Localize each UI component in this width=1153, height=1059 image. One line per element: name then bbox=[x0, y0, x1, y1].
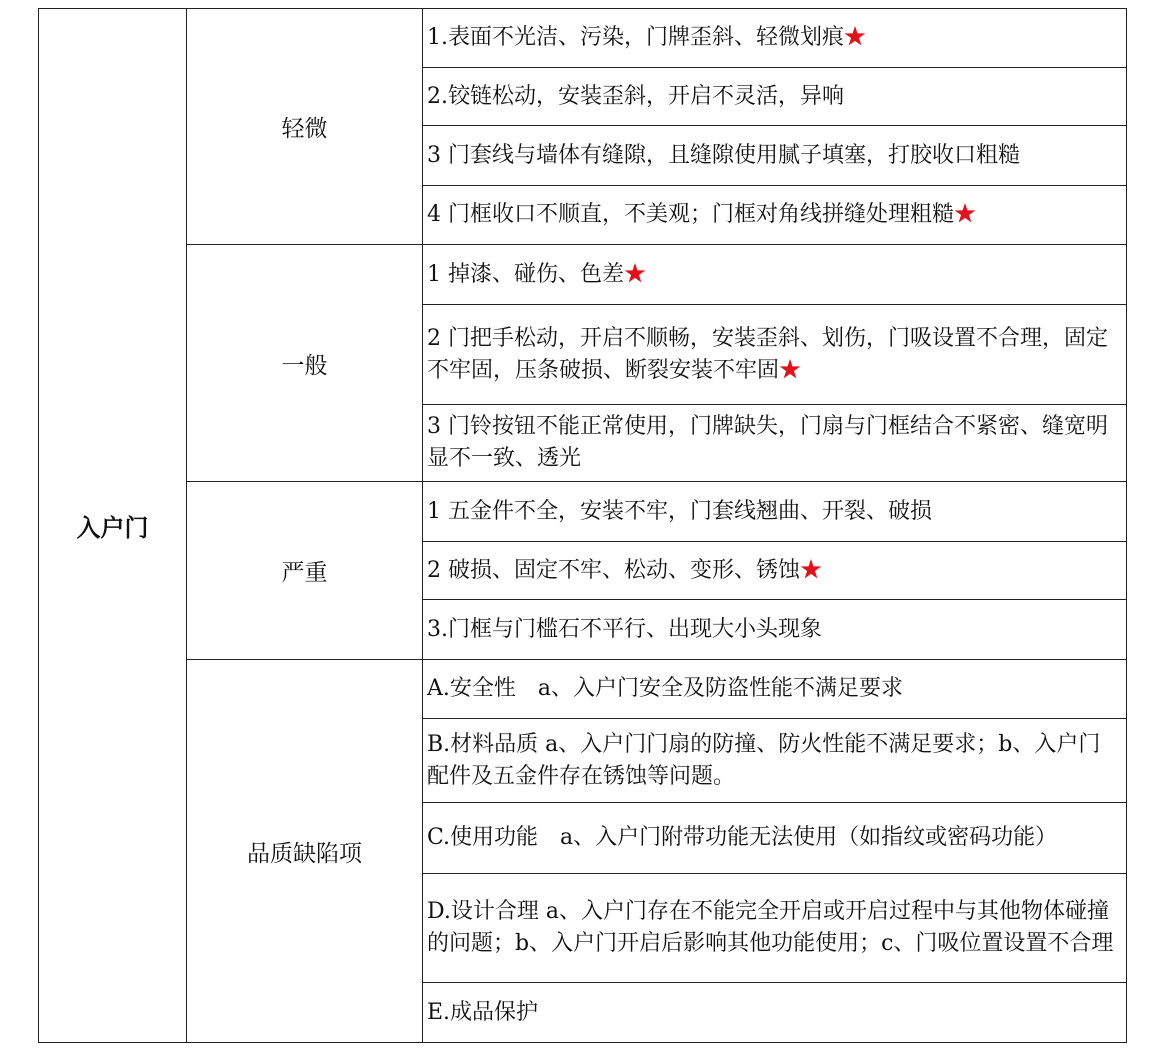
level-cell: 轻微 bbox=[187, 9, 423, 245]
item-cell bbox=[423, 983, 1127, 1043]
item-cell bbox=[423, 9, 1127, 68]
item-text: 3 门铃按钮不能正常使用，门牌缺失，门扇与门框结合不紧密、缝宽明显不一致、透光 bbox=[427, 414, 1108, 471]
item-text: 2 破损、固定不牢、松动、变形、锈蚀 bbox=[427, 557, 800, 583]
area-cell: 入户门 bbox=[39, 9, 187, 1043]
item-cell bbox=[423, 874, 1127, 983]
item-cell bbox=[423, 405, 1127, 482]
item-cell bbox=[423, 600, 1127, 660]
star-icon: ★ bbox=[800, 557, 823, 583]
item-cell bbox=[423, 482, 1127, 542]
item-cell bbox=[423, 126, 1127, 186]
star-icon: ★ bbox=[779, 357, 802, 383]
item-cell bbox=[423, 719, 1127, 803]
item-text: 2 门把手松动，开启不顺畅，安装歪斜、划伤，门吸设置不合理，固定不牢固，压条破损、断裂安装不牢固 bbox=[427, 325, 1108, 383]
item-text: 3 门套线与墙体有缝隙，且缝隙使用腻子填塞，打胶收口粗糙 bbox=[427, 142, 1020, 168]
item-cell bbox=[423, 68, 1127, 126]
level-cell: 严重 bbox=[187, 482, 423, 660]
level-cell: 品质缺陷项 bbox=[187, 660, 423, 1043]
item-cell bbox=[423, 245, 1127, 305]
item-text: 1 掉漆、碰伤、色差 bbox=[427, 261, 624, 287]
defect-table bbox=[38, 8, 1127, 1043]
star-icon: ★ bbox=[954, 202, 977, 227]
item-cell bbox=[423, 186, 1127, 245]
item-cell bbox=[423, 660, 1127, 719]
item-text: 1.表面不光洁、污染，门牌歪斜、轻微划痕 bbox=[427, 25, 844, 50]
item-text: 3.门框与门槛石不平行、出现大小头现象 bbox=[427, 616, 822, 642]
item-cell bbox=[423, 305, 1127, 405]
item-text: C.使用功能 a、入户门附带功能无法使用（如指纹或密码功能） bbox=[427, 825, 1058, 850]
star-icon: ★ bbox=[624, 261, 647, 287]
item-text: B.材料品质 a、入户门门扇的防撞、防火性能不满足要求；b、入户门配件及五金件存在锈蚀等问题。 bbox=[427, 731, 1101, 789]
item-text: A.安全性 a、入户门安全及防盗性能不满足要求 bbox=[427, 676, 903, 701]
item-text: E.成品保护 bbox=[427, 999, 539, 1025]
item-cell bbox=[423, 803, 1127, 874]
item-text: 1 五金件不全，安装不牢，门套线翘曲、开裂、破损 bbox=[427, 498, 932, 524]
star-icon: ★ bbox=[844, 25, 867, 50]
item-text: 4 门框收口不顺直，不美观；门框对角线拼缝处理粗糙 bbox=[427, 202, 954, 227]
level-cell: 一般 bbox=[187, 245, 423, 482]
item-cell bbox=[423, 542, 1127, 600]
item-text: 2.铰链松动，安装歪斜，开启不灵活，异响 bbox=[427, 83, 844, 109]
item-text: D.设计合理 a、入户门存在不能完全开启或开启过程中与其他物体碰撞的问题；b、入户门开启后影响其他功能使用；c、门吸位置设置不合理 bbox=[427, 899, 1114, 956]
